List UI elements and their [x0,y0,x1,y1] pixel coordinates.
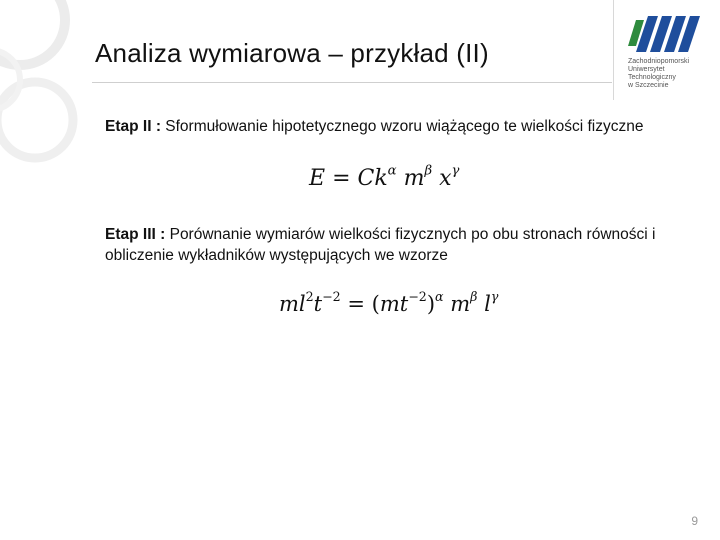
logo-line: Zachodniopomorski [628,58,690,65]
eq2-exponent: −2 [408,288,427,304]
stage-2-label: Etap II : [105,118,161,135]
logo-line: Technologiczny [628,74,676,81]
eq2-term: l [484,292,491,316]
eq2-exponent: γ [490,288,499,304]
logo-line: w Szczecinie [628,82,669,89]
title-divider [92,82,612,83]
stage-2-text: Sformułowanie hipotetycznego wzoru wiążącego te wielkości fizyczne [160,118,644,135]
eq2-exponent: −2 [322,288,341,304]
eq2-exponent: 2 [305,288,314,304]
eq1-lhs: E [309,166,326,191]
eq2-exponent: β [470,288,478,304]
eq2-paren-close: ) [426,292,436,316]
eq1-equals: = [332,166,351,191]
stage-3-text: Porównanie wymiarów wielkości fizycznych po obu stronach równości i obliczenie wykładników występujących we wzorze [105,226,656,264]
eq2-term: m [450,292,471,316]
header-vertical-divider [613,0,614,100]
eq2-term: mt [379,292,409,316]
equation-dimensions [279,288,499,316]
logo-line: Uniwersytet [628,66,665,73]
stage-3-label: Etap III : [105,226,166,243]
eq1-exponent: α [387,163,397,179]
equation-hypothesis [309,163,460,191]
eq2-equals: = [347,292,365,316]
stage-2-paragraph [105,116,665,137]
stage-3-paragraph [105,224,665,266]
eq2-exponent: α [435,288,444,304]
page-number: 9 [691,514,698,528]
university-logo-text [628,58,689,90]
eq2-paren-open: ( [371,292,380,316]
slide-title: Analiza wymiarowa – przykład (II) [95,38,489,68]
eq1-term: m [403,166,425,191]
eq1-exponent: γ [451,163,460,179]
eq1-term: Ck [357,166,388,191]
eq2-term: t [313,292,323,316]
eq1-term: x [439,166,452,191]
eq2-term: ml [279,292,306,316]
decorative-circles [0,0,120,200]
eq1-exponent: β [424,163,433,179]
